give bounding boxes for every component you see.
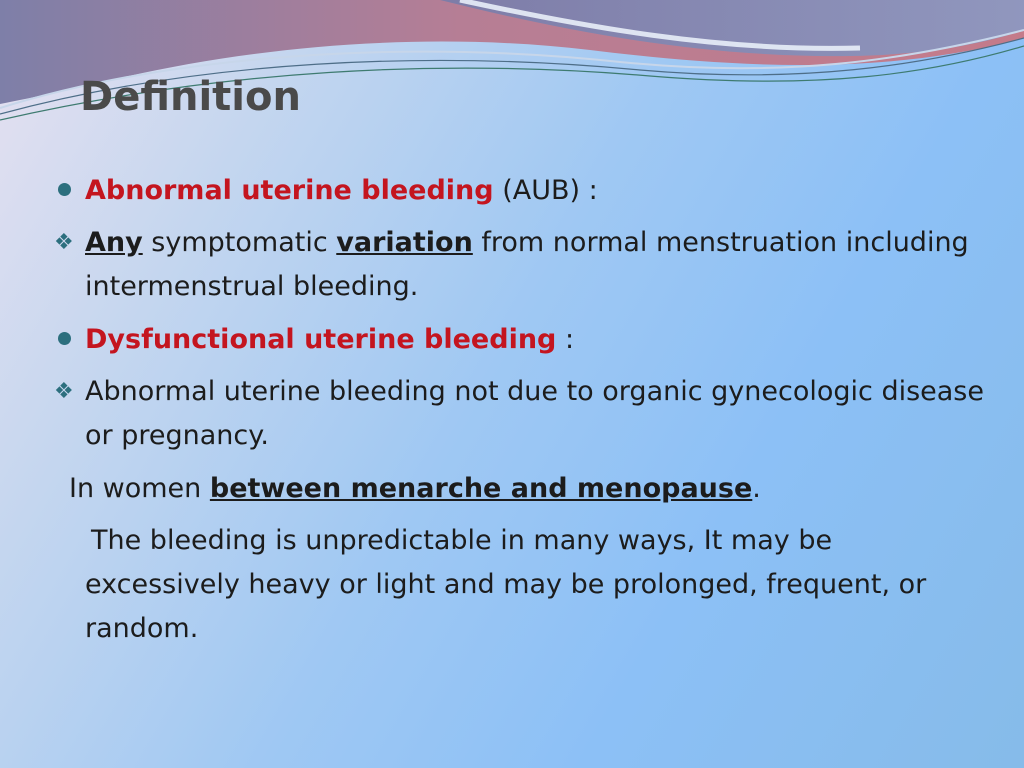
dub-suffix: : <box>556 324 575 355</box>
aub-definition <box>54 221 994 309</box>
aub-bullet <box>54 168 994 213</box>
bullet-dot-icon <box>58 183 71 196</box>
diamond-bullet-icon: ❖ <box>54 379 74 404</box>
bullet-dot-icon <box>58 332 71 345</box>
any-emphasis: Any <box>85 227 143 258</box>
dub-bullet <box>54 317 994 362</box>
bleeding-description <box>54 519 994 651</box>
aub-term: Abnormal uterine bleeding <box>85 175 494 206</box>
dub-term: Dysfunctional uterine bleeding <box>85 324 557 355</box>
aub-def-text-1: symptomatic <box>142 227 337 258</box>
aub-suffix: (AUB) : <box>493 175 598 206</box>
aub-def-text-2: from normal menstruation including intermenstrual bleeding. <box>85 227 969 302</box>
women-suffix: . <box>752 473 761 504</box>
diamond-bullet-icon: ❖ <box>54 230 74 255</box>
bleeding-text: The bleeding is unpredictable in many ways, It may be excessively heavy or light and may be prolonged, frequent, or random. <box>85 525 927 644</box>
variation-emphasis: variation <box>336 227 473 258</box>
slide-content <box>54 168 994 651</box>
dub-def-text: Abnormal uterine bleeding not due to organic gynecologic disease or pregnancy. <box>85 376 984 451</box>
women-line <box>54 466 994 511</box>
slide-title: Definition <box>80 74 301 120</box>
dub-definition <box>54 370 994 458</box>
women-emphasis: between menarche and menopause <box>209 473 753 504</box>
women-prefix: In women <box>69 473 210 504</box>
